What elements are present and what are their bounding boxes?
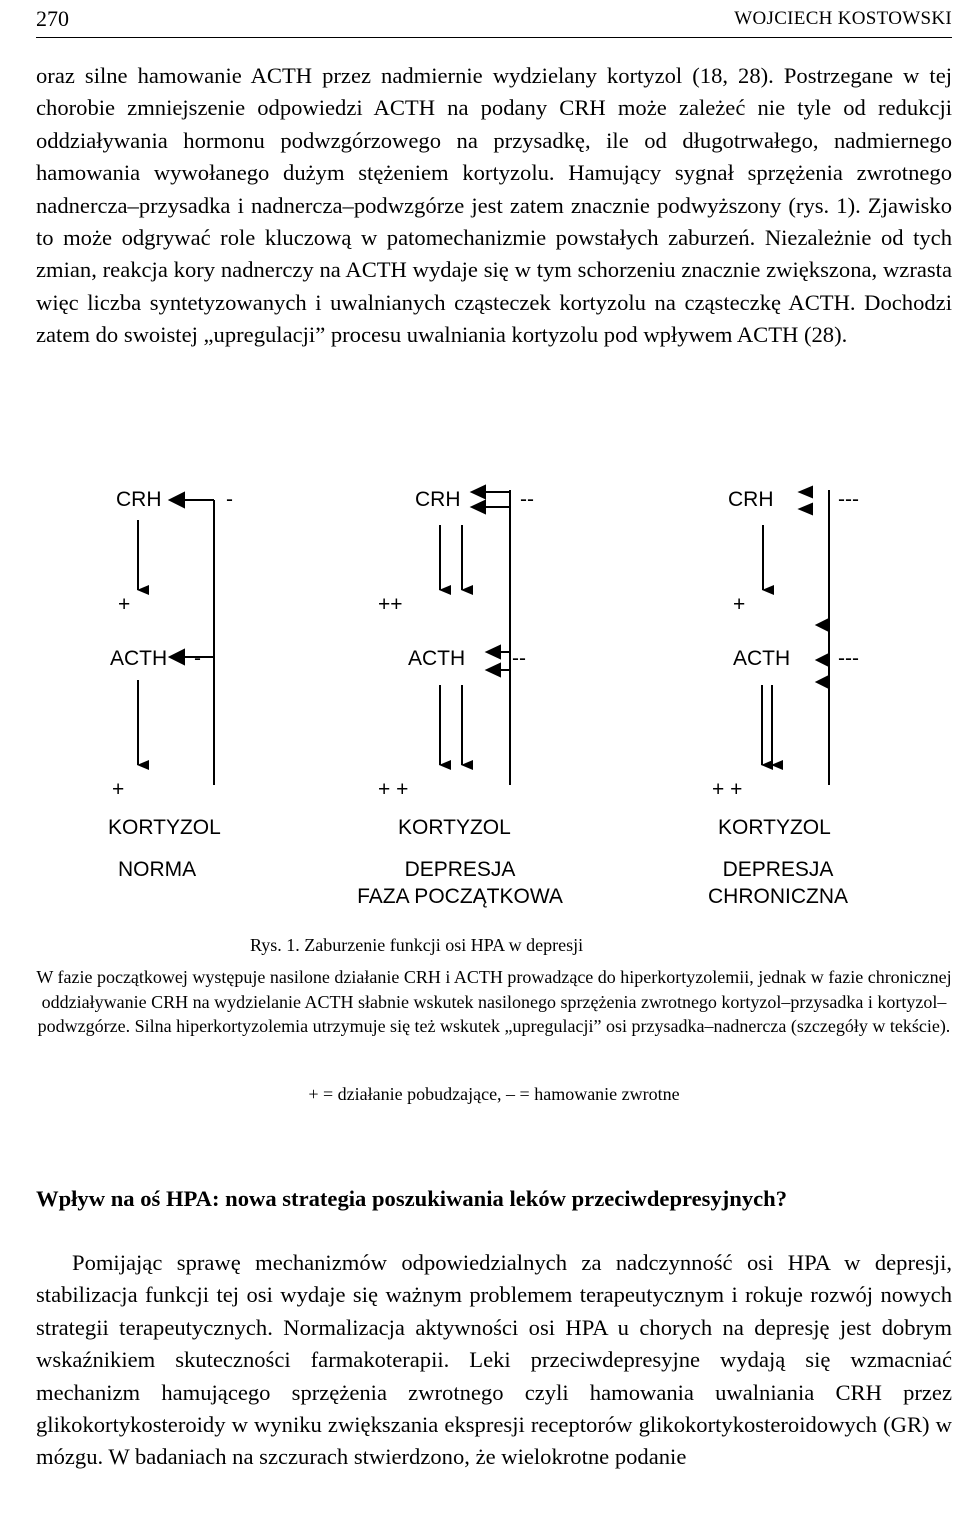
acth-stimulation-sign-early: + + xyxy=(378,778,409,801)
panel-label-early-line1: DEPRESJA xyxy=(404,858,516,881)
crh-feedback-sign-early: -- xyxy=(520,488,534,511)
figure-caption-title: Rys. 1. Zaburzenie funkcji osi HPA w depresji xyxy=(250,935,584,955)
body-paragraph-1: oraz silne hamowanie ACTH przez nadmiernie wydzielany kortyzol (18, 28). Postrzegane w tej chorobie zmniejszenie odpowiedzi ACTH na podany CRH może zależeć nie tyle od redukcji oddziaływania hormonu podwzgórzowego na przysadkę, ile od długotrwałego, nadmiernego hamowania wywołanego dużym stężeniem kortyzolu. Hamujący sygnał sprzężenia zwrotnego nadnercza–przysadka i nadnercza–podwzgórze jest zatem znacznie podwyższony (rys. 1). Zjawisko to może odgrywać role kluczową w patomechanizmie powstałych zaburzeń. Niezależnie od tych zmian, reakcja kory nadnerczy na ACTH wydaje się w tym schorzeniu znacznie zwiększona, wzrasta więc liczba syntetyzowanych i uwalnianych cząsteczek kortyzolu na cząsteczkę ACTH. Dochodzi zatem do swoistej „upregulacji” procesu uwalniania kortyzolu pod wpływem ACTH (28). xyxy=(36,63,952,348)
running-head-author: WOJCIECH KOSTOWSKI xyxy=(734,8,952,29)
acth-stimulation-sign-chronic: + + xyxy=(712,778,743,801)
acth-label-early: ACTH xyxy=(408,647,466,670)
hpa-axis-figure xyxy=(0,460,960,920)
panel-label-chronic-line1: DEPRESJA xyxy=(722,858,834,881)
crh-stimulation-sign-early: ++ xyxy=(378,593,403,616)
acth-stimulation-sign-normal: + xyxy=(112,778,125,801)
acth-feedback-sign-chronic: --- xyxy=(838,647,859,670)
panel-label-early-line2: FAZA POCZĄTKOWA xyxy=(357,885,563,908)
page-number: 270 xyxy=(36,6,69,31)
crh-label-normal: CRH xyxy=(116,488,162,511)
crh-stimulation-sign-chronic: + xyxy=(733,593,746,616)
panel-label-chronic-line2: CHRONICZNA xyxy=(708,885,848,908)
acth-feedback-sign-normal: - xyxy=(194,647,201,670)
crh-label-chronic: CRH xyxy=(728,488,774,511)
crh-feedback-sign-normal: - xyxy=(226,488,233,511)
crh-label-early: CRH xyxy=(415,488,461,511)
crh-feedback-sign-chronic: --- xyxy=(838,488,859,511)
page-header xyxy=(36,6,952,34)
kortyzol-label-chronic: KORTYZOL xyxy=(718,816,831,839)
section-heading: Wpływ na oś HPA: nowa strategia poszukiwania leków przeciwdepresyjnych? xyxy=(36,1186,788,1211)
hpa-diagram-arrows xyxy=(0,460,960,920)
kortyzol-label-early: KORTYZOL xyxy=(398,816,511,839)
body-paragraph-2: Pomijając sprawę mechanizmów odpowiedzialnych za nadczynność osi HPA w depresji, stabilizacja funkcji tej osi wydaje się ważnym problemem terapeutycznym i rokuje rozwój nowych strategii terapeutycznych. Normalizacja aktywności osi HPA u chorych na depresję jest dobrym wskaźnikiem skuteczności farmakoterapii. Leki przeciwdepresyjne wydają się wzmacniać mechanizm hamującego sprzężenia zwrotnego czyli hamowania uwalniania CRH przez glikokortykosteroidy w wyniku zwiększania ekspresji receptorów glikokortykosteroidowych (GR) w mózgu. W badaniach na szczurach stwierdzono, że wielokrotne podanie xyxy=(36,1250,952,1470)
acth-label-normal: ACTH xyxy=(110,647,168,670)
kortyzol-label-normal: KORTYZOL xyxy=(108,816,221,839)
figure-caption-text: W fazie początkowej występuje nasilone działanie CRH i ACTH prowadzące do hiperkortyzolemii, jednak w fazie chronicznej oddziaływanie CRH na wydzielanie ACTH słabnie wskutek nasilonego sprzężenia zwrotnego kortyzol–przysadka i kortyzol–podwzgórze. Silna hiperkortyzolemia utrzymuje się też wskutek „upregulacji” osi przysadka–nadnercza (szczegóły w tekście). xyxy=(36,967,952,1036)
acth-label-chronic: ACTH xyxy=(733,647,791,670)
crh-stimulation-sign-normal: + xyxy=(118,593,131,616)
figure-caption-legend: + = działanie pobudzające, – = hamowanie zwrotne xyxy=(308,1084,680,1104)
panel-label-normal: NORMA xyxy=(118,858,197,881)
acth-feedback-sign-early: -- xyxy=(512,647,526,670)
header-rule xyxy=(36,37,952,38)
